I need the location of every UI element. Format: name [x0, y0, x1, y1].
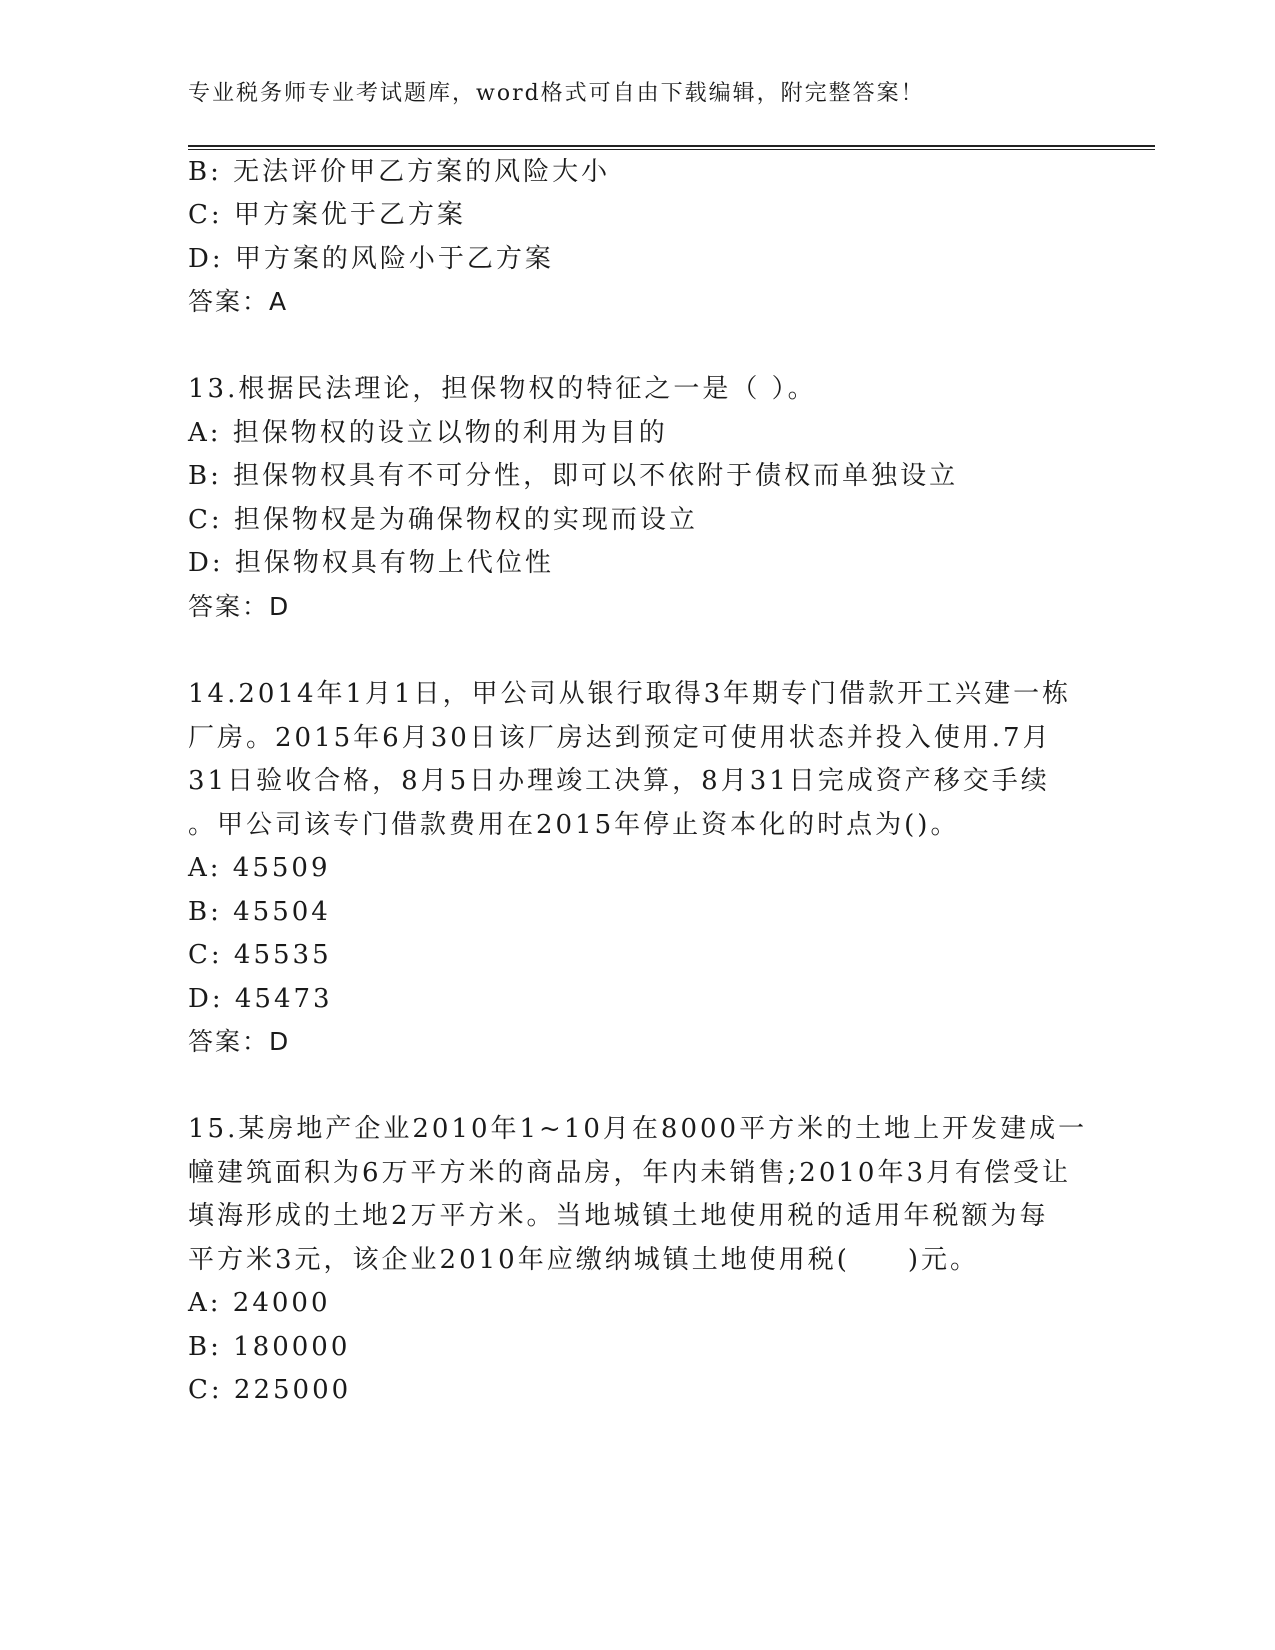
- option-c: C: 甲方案优于乙方案: [188, 200, 466, 230]
- question-14-stem-line: 厂房。2015年6月30日该厂房达到预定可使用状态并投入使用.7月: [188, 723, 1052, 753]
- header-divider: [188, 145, 1155, 150]
- option-c: C: 225000: [188, 1375, 352, 1405]
- answer: 答案：D: [188, 1027, 291, 1056]
- option-d: D: 甲方案的风险小于乙方案: [188, 244, 554, 274]
- question-14-stem-line: 。甲公司该专门借款费用在2015年停止资本化的时点为()。: [188, 810, 960, 840]
- question-15-stem-line: 15.某房地产企业2010年1~10月在8000平方米的土地上开发建成一: [188, 1114, 1088, 1144]
- option-a: A: 24000: [188, 1288, 331, 1318]
- option-b: B: 无法评价甲乙方案的风险大小: [188, 157, 611, 187]
- question-15-stem-line: 幢建筑面积为6万平方米的商品房，年内未销售;2010年3月有偿受让: [188, 1158, 1072, 1188]
- option-d: D: 担保物权具有物上代位性: [188, 548, 554, 578]
- option-a: A: 担保物权的设立以物的利用为目的: [188, 418, 668, 448]
- option-b: B: 担保物权具有不可分性，即可以不依附于债权而单独设立: [188, 461, 959, 491]
- answer: 答案：D: [188, 592, 291, 621]
- option-c: C: 担保物权是为确保物权的实现而设立: [188, 505, 698, 535]
- question-14-stem-line: 14.2014年1月1日，甲公司从银行取得3年期专门借款开工兴建一栋: [188, 679, 1072, 709]
- question-15-stem-line: 填海形成的土地2万平方米。当地城镇土地使用税的适用年税额为每: [188, 1201, 1049, 1231]
- question-13-stem: 13.根据民法理论，担保物权的特征之一是（ ）。: [188, 374, 817, 404]
- question-14-stem-line: 31日验收合格，8月5日办理竣工决算，8月31日完成资产移交手续: [188, 766, 1050, 796]
- option-b: B: 45504: [188, 897, 331, 927]
- option-c: C: 45535: [188, 940, 332, 970]
- option-b: B: 180000: [188, 1332, 351, 1362]
- option-d: D: 45473: [188, 984, 333, 1014]
- answer: 答案：A: [188, 287, 289, 316]
- page-header: 专业税务师专业考试题库，word格式可自由下载编辑，附完整答案！: [188, 81, 925, 106]
- option-a: A: 45509: [188, 853, 331, 883]
- question-15-stem-line: 平方米3元，该企业2010年应缴纳城镇土地使用税( )元。: [188, 1245, 979, 1275]
